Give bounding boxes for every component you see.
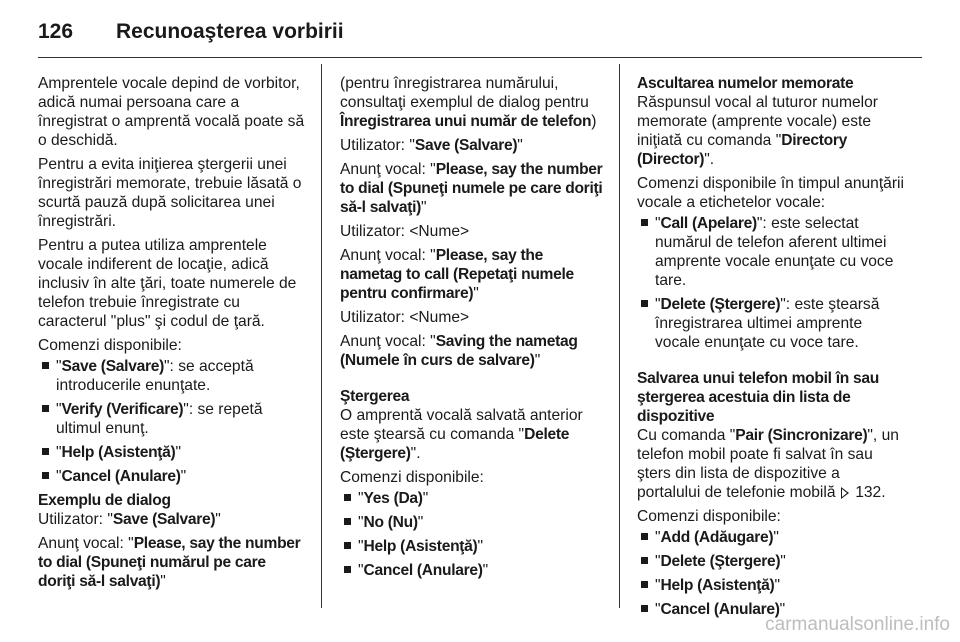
commands-label: Comenzi disponibile: bbox=[38, 337, 182, 354]
list-item: "No (Nu)" bbox=[340, 513, 606, 532]
dialog-user-line: Utilizator: "Save (Salvare)" bbox=[38, 511, 221, 528]
command-name: Yes (Da) bbox=[363, 490, 423, 507]
dialog-prompt-line: Anunţ vocal: "Please, say the number to dial (Spuneţi numărul pe care doriţi să-l salvaţi)" bbox=[38, 535, 301, 590]
command-list bbox=[637, 528, 905, 619]
commands-label: Comenzi disponibile în timpul anunţării vocale a etichetelor vocale: bbox=[637, 175, 904, 211]
column-2 bbox=[340, 74, 606, 585]
list-item: "Help (Asistenţă)" bbox=[637, 576, 905, 595]
column-3 bbox=[637, 74, 905, 624]
page-reference[interactable]: 132. bbox=[855, 484, 886, 501]
list-item: "Call (Apelare)": este selectat numărul de telefon aferent ultimei amprente vocale enunţate cu voce tare. bbox=[637, 214, 905, 290]
dialog-prompt-line: Anunţ vocal: "Please, say the nametag to call (Repetaţi numele pentru confirmare)" bbox=[340, 247, 574, 302]
paragraph: Pentru a putea utiliza amprentele vocale indiferent de locaţie, adică inclusiv în alte ţări, toate numerele de telefon trebuie înregistrate cu caracterul "plus" şi codul de ţară. bbox=[38, 237, 297, 330]
page-number: 126 bbox=[38, 20, 74, 43]
list-item: "Add (Adăugare)" bbox=[637, 528, 905, 547]
paragraph: O amprentă vocală salvată anterior este ştearsă cu comanda "Delete (Ştergere)". bbox=[340, 407, 583, 462]
command-name: Cancel (Anulare) bbox=[660, 601, 780, 618]
bullet-icon bbox=[344, 494, 351, 501]
dialog-prompt-line: Anunţ vocal: "Saving the nametag (Numele în curs de salvare)" bbox=[340, 333, 578, 369]
command-list bbox=[637, 214, 905, 352]
command-name: Cancel (Anulare) bbox=[61, 468, 181, 485]
list-item: "Help (Asistenţă)" bbox=[38, 443, 306, 462]
bullet-icon bbox=[641, 605, 648, 612]
command-name: Help (Asistenţă) bbox=[660, 577, 775, 594]
bullet-icon bbox=[344, 542, 351, 549]
bullet-icon bbox=[641, 557, 648, 564]
commands-label: Comenzi disponibile: bbox=[340, 469, 484, 486]
command-name: Verify (Verificare) bbox=[61, 401, 184, 418]
page-reference-icon bbox=[842, 488, 849, 498]
list-item: "Delete (Ştergere)": este ştearsă înregistrarea ultimei amprente vocale enunţate cu voce tare. bbox=[637, 295, 905, 352]
command-name: Delete (Ştergere) bbox=[660, 553, 781, 570]
column-1 bbox=[38, 74, 306, 596]
bullet-icon bbox=[344, 566, 351, 573]
commands-label: Comenzi disponibile: bbox=[637, 508, 781, 525]
bullet-icon bbox=[641, 300, 648, 307]
list-item: "Verify (Verificare)": se repetă ultimul enunţ. bbox=[38, 400, 306, 438]
page-title: Recunoaşterea vorbirii bbox=[116, 20, 344, 43]
page-header bbox=[38, 14, 922, 50]
command-name: Help (Asistenţă) bbox=[363, 538, 478, 555]
column-divider bbox=[321, 64, 322, 608]
paragraph: (pentru înregistrarea numărului, consultaţi exemplul de dialog pentru Înregistrarea unui număr de telefon) bbox=[340, 75, 597, 130]
dialog-user-line: Utilizator: <Nume> bbox=[340, 309, 470, 326]
list-item: "Cancel (Anulare)" bbox=[340, 561, 606, 580]
bullet-icon bbox=[42, 362, 49, 369]
bullet-icon bbox=[42, 448, 49, 455]
watermark: carmanualsonline.info bbox=[765, 614, 950, 635]
dialog-prompt-line: Anunţ vocal: "Please, say the number to dial (Spuneţi numele pe care doriţi să-l salvaţi)" bbox=[340, 161, 603, 216]
dialog-user-line: Utilizator: "Save (Salvare)" bbox=[340, 137, 523, 154]
dialog-user-line: Utilizator: <Nume> bbox=[340, 223, 470, 240]
bullet-icon bbox=[42, 472, 49, 479]
list-item: "Delete (Ştergere)" bbox=[637, 552, 905, 571]
list-item: "Yes (Da)" bbox=[340, 489, 606, 508]
list-item: "Cancel (Anulare)" bbox=[38, 467, 306, 486]
bullet-icon bbox=[344, 518, 351, 525]
bullet-icon bbox=[42, 405, 49, 412]
paragraph: Răspunsul vocal al tuturor numelor memorate (amprente vocale) este iniţiată cu comanda "Directory (Director)". bbox=[637, 94, 878, 168]
section-heading: Salvarea unui telefon mobil în sau ştergerea acestuia din lista de dispozitive bbox=[637, 370, 879, 425]
list-item: "Help (Asistenţă)" bbox=[340, 537, 606, 556]
command-list bbox=[340, 489, 606, 580]
paragraph: Pentru a evita iniţierea ştergerii unei înregistrări memorate, trebuie lăsată o scurtă pauză după solicitarea unei înregistrări. bbox=[38, 156, 302, 230]
section-heading: Ştergerea bbox=[340, 388, 410, 405]
paragraph: Cu comanda "Pair (Sincronizare)", un telefon mobil poate fi salvat în sau şters din lista de dispozitive a portalului de telefonie mobilă 132. bbox=[637, 427, 899, 501]
command-name: Call (Apelare) bbox=[660, 215, 757, 232]
command-name: Add (Adăugare) bbox=[660, 529, 774, 546]
bullet-icon bbox=[641, 581, 648, 588]
command-name: Save (Salvare) bbox=[61, 358, 164, 375]
section-heading: Ascultarea numelor memorate bbox=[637, 75, 854, 92]
bullet-icon bbox=[641, 219, 648, 226]
column-divider bbox=[619, 64, 620, 608]
header-rule bbox=[38, 57, 922, 58]
list-item: "Cancel (Anulare)" bbox=[637, 600, 905, 619]
command-list bbox=[38, 357, 306, 486]
command-name: Cancel (Anulare) bbox=[363, 562, 483, 579]
command-name: Delete (Ştergere) bbox=[660, 296, 781, 313]
section-heading: Exemplu de dialog bbox=[38, 492, 171, 509]
paragraph: Amprentele vocale depind de vorbitor, adică numai persoana care a înregistrat o amprentă vocală poate să o deschidă. bbox=[38, 75, 305, 149]
list-item: "Save (Salvare)": se acceptă introducerile enunţate. bbox=[38, 357, 306, 395]
command-name: No (Nu) bbox=[363, 514, 418, 531]
command-name: Help (Asistenţă) bbox=[61, 444, 176, 461]
bullet-icon bbox=[641, 533, 648, 540]
